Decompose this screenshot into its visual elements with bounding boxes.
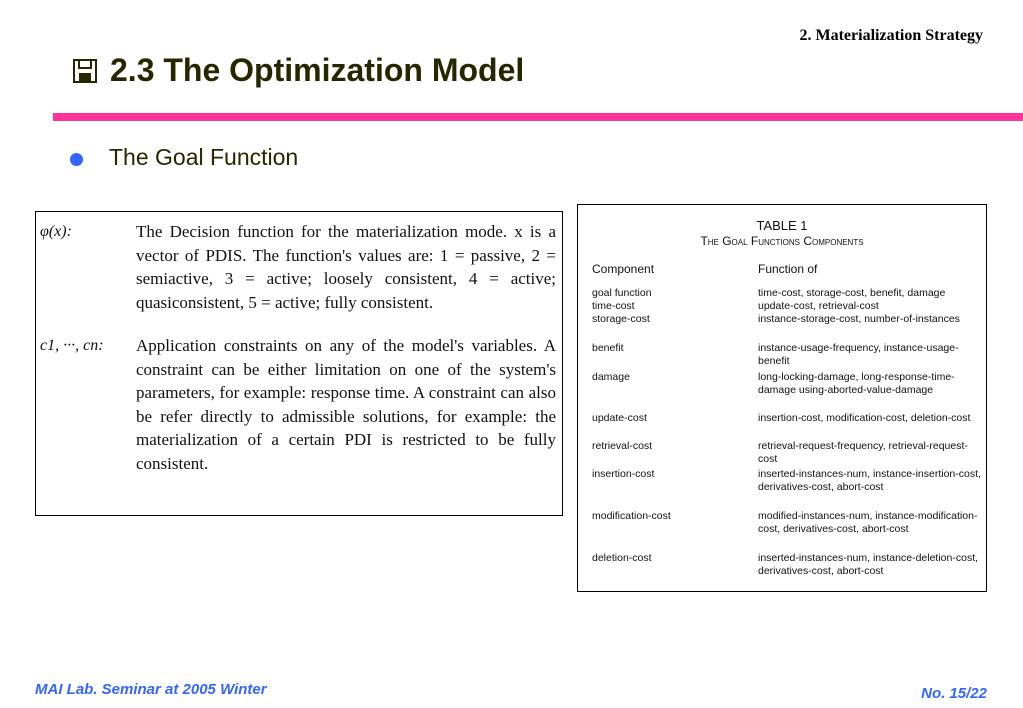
footer-page-number: No. 15/22 bbox=[921, 685, 987, 702]
table-cell-component: goal function bbox=[592, 287, 652, 299]
table-cell-component: damage bbox=[592, 371, 630, 383]
table-cell-component: modification-cost bbox=[592, 510, 671, 522]
table-header-component: Component bbox=[592, 262, 655, 276]
table-cell-function: insertion-cost, modification-cost, deletion-cost bbox=[758, 412, 971, 424]
definition-term: c1, ···, cn: bbox=[40, 337, 104, 354]
table-cell-function: update-cost, retrieval-cost bbox=[758, 300, 879, 312]
title-row bbox=[72, 52, 524, 89]
table-cell-function: retrieval-request-frequency, retrieval-request-cost bbox=[758, 440, 968, 465]
table-cell-function: long-locking-damage, long-response-time-damage using-aborted-value-damage bbox=[758, 371, 955, 396]
page-title: 2.3 The Optimization Model bbox=[110, 52, 525, 88]
table-cell-component: time-cost bbox=[592, 300, 635, 312]
table-title: TABLE 1 bbox=[756, 218, 808, 233]
footer-seminar: MAI Lab. Seminar at 2005 Winter bbox=[35, 681, 267, 698]
table-cell-component: storage-cost bbox=[592, 313, 650, 325]
definition-box bbox=[35, 211, 563, 516]
table-cell-function: instance-storage-cost, number-of-instances bbox=[758, 313, 960, 325]
bullet-icon bbox=[70, 153, 83, 166]
table-header-function: Function of bbox=[758, 262, 818, 276]
table-cell-component: benefit bbox=[592, 342, 624, 354]
goal-function-table bbox=[577, 204, 987, 592]
floppy-disk-icon bbox=[72, 58, 98, 84]
table-cell-function: instance-usage-frequency, instance-usage-benefit bbox=[758, 342, 959, 367]
table-subtitle: The Goal Functions Components bbox=[700, 234, 864, 248]
table-cell-component: insertion-cost bbox=[592, 468, 655, 480]
table-cell-component: retrieval-cost bbox=[592, 440, 653, 452]
table-cell-component: deletion-cost bbox=[592, 552, 652, 564]
table-cell-component: update-cost bbox=[592, 412, 647, 424]
table-cell-function: inserted-instances-num, instance-insertion-cost, derivatives-cost, abort-cost bbox=[758, 468, 981, 493]
chapter-label: 2. Materialization Strategy bbox=[799, 27, 983, 44]
bullet-text: The Goal Function bbox=[109, 144, 299, 170]
table-cell-function: time-cost, storage-cost, benefit, damage bbox=[758, 287, 946, 299]
bullet-item bbox=[70, 144, 298, 171]
table-cell-function: modified-instances-num, instance-modification-cost, derivatives-cost, abort-cost bbox=[758, 510, 978, 535]
title-divider bbox=[53, 113, 1023, 121]
definition-term: φ(x): bbox=[40, 223, 72, 240]
table-cell-function: inserted-instances-num, instance-deletion-cost, derivatives-cost, abort-cost bbox=[758, 552, 979, 577]
definition-text: The Decision function for the materialization mode. x is a vector of PDIS. The function's values are: 1 = passive, 2 = semiactive, 3 = active; loosely consistent, 4 = active; quasiconsistent, 5 = active; fully consistent. bbox=[136, 222, 556, 312]
definition-text: Application constraints on any of the model's variables. A constraint can be either limitation on one of the system's parameters, for example: response time. A constraint can also be refer directly to admissible solutions, for example: the materialization of a certain PDI is restricted to be fully consistent. bbox=[136, 336, 556, 473]
